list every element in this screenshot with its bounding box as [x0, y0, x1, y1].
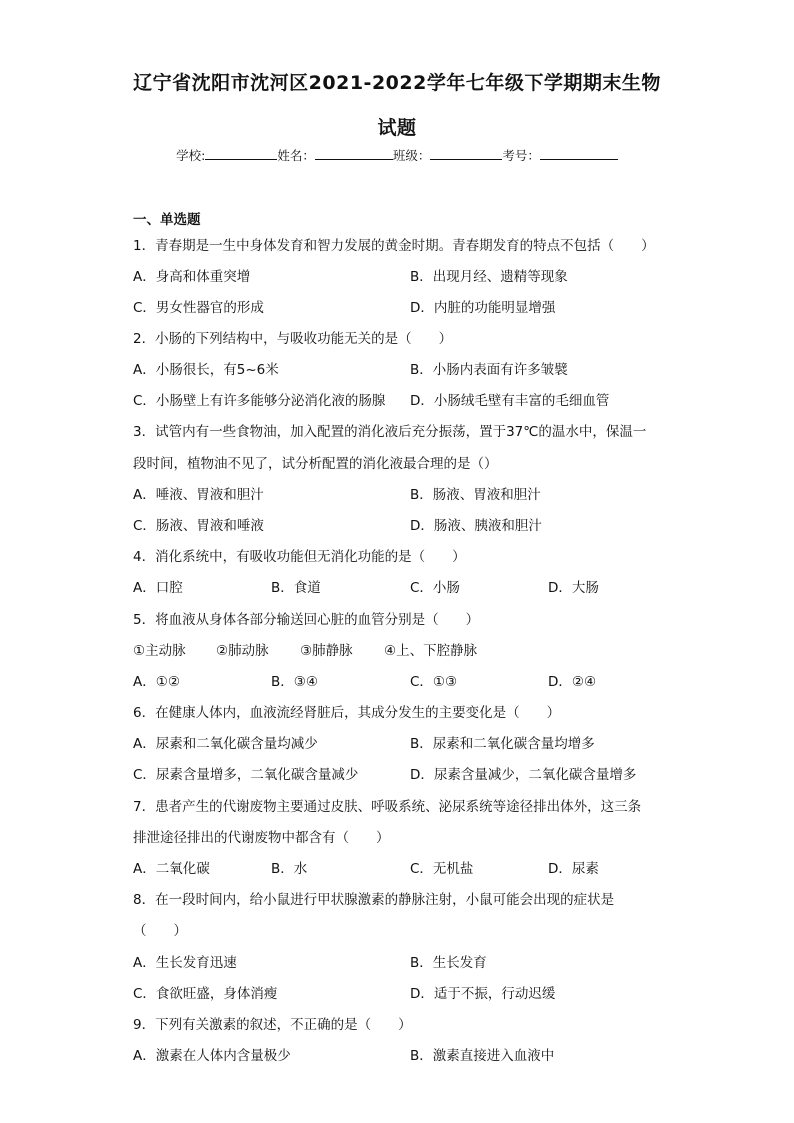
option-a: A．尿素和二氧化碳含量均减少 [133, 736, 318, 752]
option-b: B．尿素和二氧化碳含量均增多 [410, 736, 595, 752]
option-b: B．生长发育 [410, 955, 487, 971]
option-c: C．①③ [410, 674, 458, 690]
question-stem: 3．试管内有一些食物油，加入配置的消化液后充分振荡，置于37℃的温水中，保温一 [133, 424, 647, 440]
option-b: B．激素直接进入血液中 [410, 1048, 555, 1064]
option-c: C．小肠 [410, 580, 460, 596]
question-stem-continued: 排泄途径排出的代谢废物中都含有（ ） [133, 830, 390, 846]
option-a: A．生长发育迅速 [133, 955, 237, 971]
question-stem: 7．患者产生的代谢废物主要通过皮肤、呼吸系统、泌尿系统等途径排出体外，这三条 [133, 799, 642, 815]
option-d: D．②④ [548, 674, 597, 690]
option-d: D．适于不振，行动迟缓 [410, 986, 556, 1002]
question-stem: 1．青春期是一生中身体发育和智力发展的黄金时期。青春期发育的特点不包括（ ） [133, 238, 655, 254]
option-d: D．尿素 [548, 861, 599, 877]
question-stem: 8．在一段时间内，给小鼠进行甲状腺激素的静脉注射，小鼠可能会出现的症状是 [133, 892, 615, 908]
option-a: A．口腔 [133, 580, 183, 596]
option-c: C．男女性器官的形成 [133, 300, 264, 316]
statement-item: ②肺动脉 [216, 643, 269, 659]
question-stem: 4．消化系统中，有吸收功能但无消化功能的是（ ） [133, 549, 466, 565]
option-b: B．出现月经、遗精等现象 [410, 269, 568, 285]
question-stem-continued: 段时间，植物油不见了，试分析配置的消化液最合理的是（） [133, 456, 498, 472]
name-blank[interactable] [315, 147, 393, 160]
student-info-line [0, 146, 794, 164]
question-stem: 9．下列有关激素的叙述，不正确的是（ ） [133, 1017, 412, 1033]
option-b: B．小肠内表面有许多皱襞 [410, 362, 568, 378]
exam-title-continued: 试题 [377, 117, 417, 139]
option-b: B．食道 [271, 580, 321, 596]
statement-item: ④上、下腔静脉 [384, 643, 478, 659]
name-label: 姓名： [277, 148, 315, 163]
number-label: 考号： [502, 148, 540, 163]
question-stem: 5．将血液从身体各部分输送回心脏的血管分别是（ ） [133, 612, 480, 628]
option-c: C．小肠壁上有许多能够分泌消化液的肠腺 [133, 393, 386, 409]
option-c: C．无机盐 [410, 861, 474, 877]
option-b: B．肠液、胃液和胆汁 [410, 487, 541, 503]
question-stem: 2．小肠的下列结构中，与吸收功能无关的是（ ） [133, 331, 453, 347]
school-label: 学校: [176, 148, 206, 163]
option-d: D．尿素含量减少，二氧化碳含量增多 [410, 767, 637, 783]
option-d: D．肠液、胰液和胆汁 [410, 518, 542, 534]
question-stem: 6．在健康人体内，血液流经肾脏后，其成分发生的主要变化是（ ） [133, 705, 561, 721]
option-c: C．尿素含量增多，二氧化碳含量减少 [133, 767, 359, 783]
question-stem-continued: （ ） [133, 923, 187, 939]
option-a: A．激素在人体内含量极少 [133, 1048, 291, 1064]
statement-item: ①主动脉 [133, 643, 186, 659]
class-label: 班级： [392, 148, 431, 163]
option-b: B．水 [271, 861, 308, 877]
section-title: 一、单选题 [133, 212, 201, 228]
exam-title: 辽宁省沈阳市沈河区2021-2022学年七年级下学期期末生物 [133, 72, 661, 94]
class-blank[interactable] [430, 147, 502, 160]
option-c: C．肠液、胃液和唾液 [133, 518, 264, 534]
option-a: A．身高和体重突增 [133, 269, 251, 285]
option-d: D．小肠绒毛壁有丰富的毛细血管 [410, 393, 610, 409]
option-b: B．③④ [271, 674, 318, 690]
option-a: A．①② [133, 674, 180, 690]
school-blank[interactable] [205, 147, 277, 160]
option-a: A．小肠很长，有5~6米 [133, 362, 279, 378]
option-a: A．二氧化碳 [133, 861, 210, 877]
option-c: C．食欲旺盛，身体消瘦 [133, 986, 278, 1002]
option-a: A．唾液、胃液和胆汁 [133, 487, 264, 503]
statement-item: ③肺静脉 [300, 643, 353, 659]
option-d: D．大肠 [548, 580, 599, 596]
number-blank[interactable] [540, 147, 618, 160]
option-d: D．内脏的功能明显增强 [410, 300, 556, 316]
